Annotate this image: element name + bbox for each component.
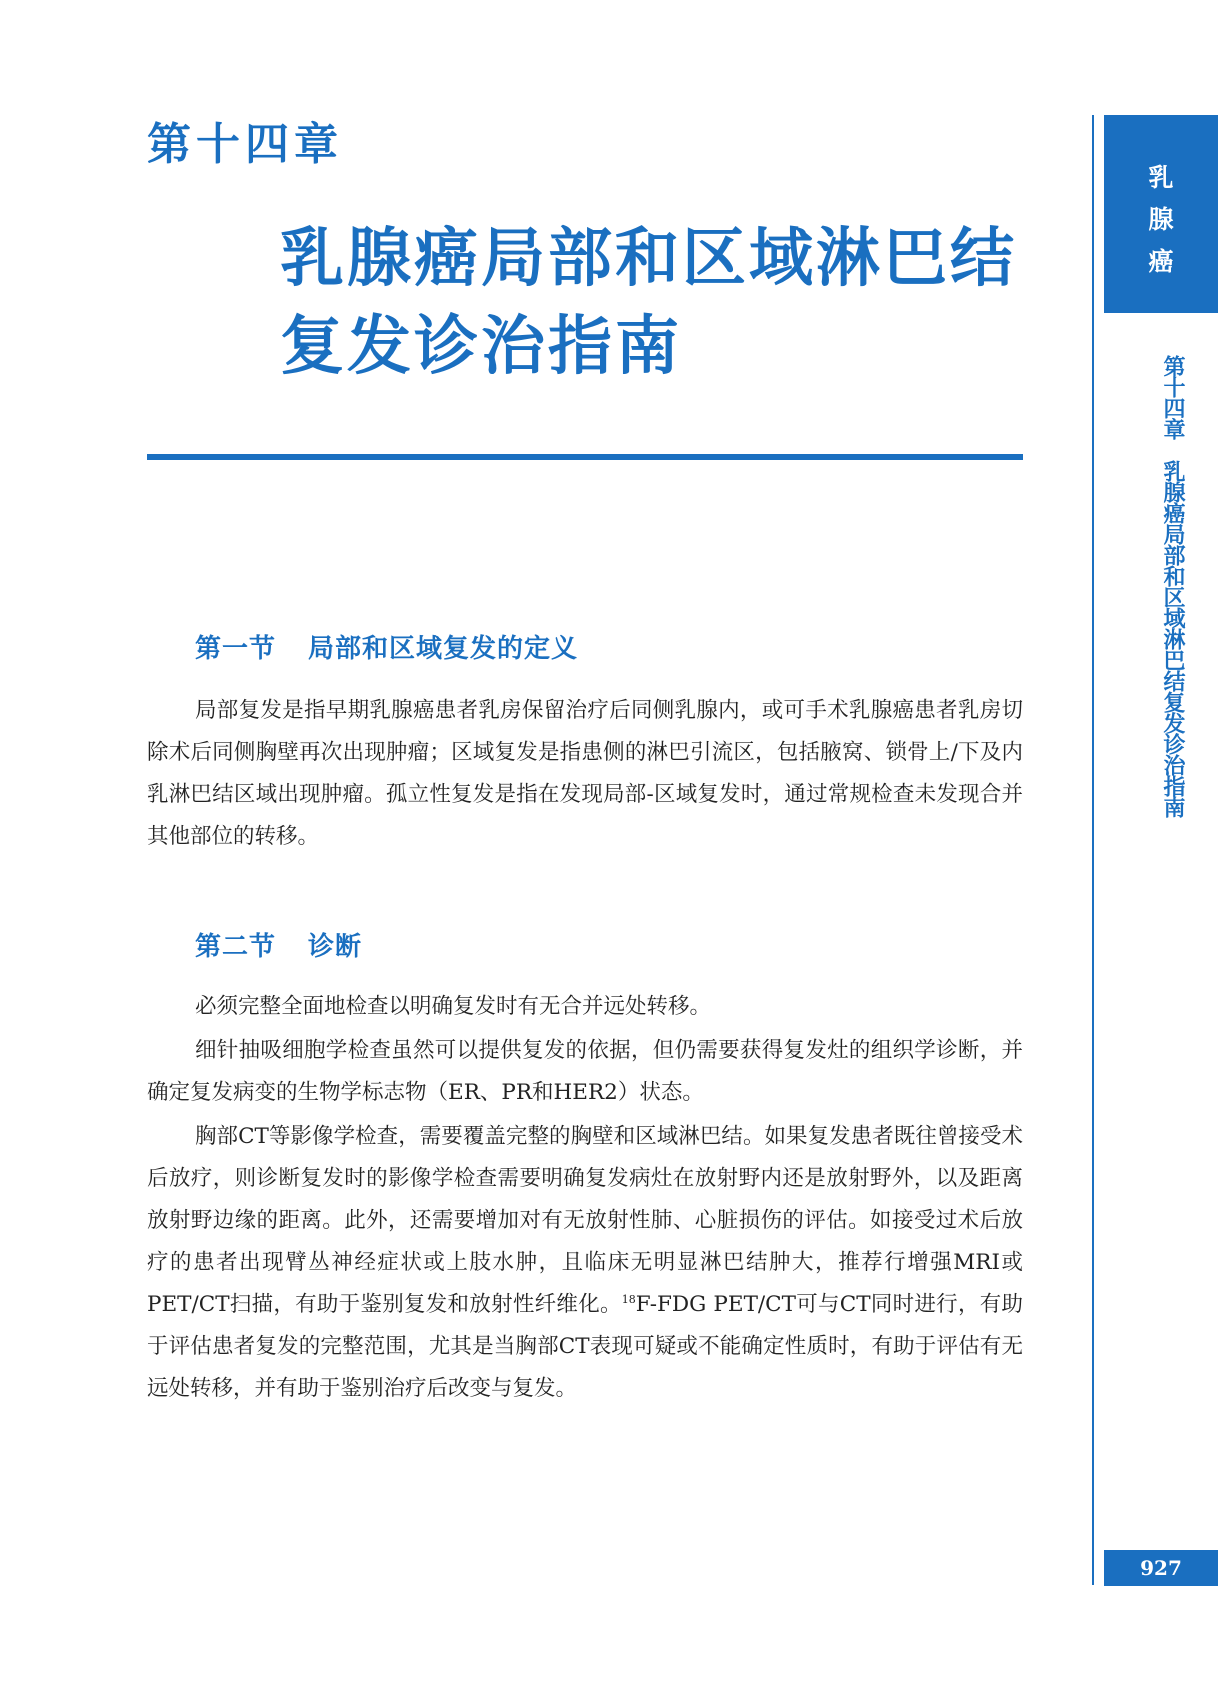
isotope-superscript: 18 <box>621 1292 636 1306</box>
title-divider <box>147 454 1023 460</box>
page-number: 927 <box>1104 1550 1218 1586</box>
chapter-number: 第十四章 <box>147 119 343 170</box>
section-1-title: 局部和区域复发的定义 <box>308 634 579 664</box>
sidebar-tab-char: 乳 <box>1148 163 1174 192</box>
section-1-heading <box>195 628 578 665</box>
section-2-paragraph-1: 必须完整全面地检查以明确复发时有无合并远处转移。 <box>195 994 712 1019</box>
sidebar-tab-char: 癌 <box>1148 247 1174 276</box>
section-1-paragraph: 局部复发是指早期乳腺癌患者乳房保留治疗后同侧乳腺内，或可手术乳腺癌患者乳房切除术后同侧胸壁再次出现肿瘤；区域复发是指患侧的淋巴引流区，包括腋窝、锁骨上/下及内乳淋巴结区域出现肿瘤。孤立性复发是指在发现局部-区域复发时，通过常规检查未发现合并其他部位的转移。 <box>147 698 1023 849</box>
section-2-title: 诊断 <box>308 932 363 962</box>
section-2-number: 第二节 <box>195 932 277 962</box>
paragraph-3-text-a: 胸部CT等影像学检查，需要覆盖完整的胸壁和区域淋巴结。如果复发患者既往曾接受术后放疗，则诊断复发时的影像学检查需要明确复发病灶在放射野内还是放射野外，以及距离放射野边缘的距离。此外，还需要增加对有无放射性肺、心脏损伤的评估。如接受过术后放疗的患者出现臂丛神经症状或上肢水肿，且临床无明显淋巴结肿大，推荐行增强MRI或PET/CT扫描，有助于鉴别复发和放射性纤维化。 <box>147 1124 1023 1317</box>
section-1-number: 第一节 <box>195 634 277 664</box>
sidebar-rule <box>1092 115 1094 1585</box>
paragraph-3-text-b: F-FDG PET/CT可与CT同时进行，有助于评估患者复发的完整范围，尤其是当胸部CT表现可疑或不能确定性质时，有助于评估有无远处转移，并有助于鉴别治疗后改变与复发。 <box>147 1292 1023 1401</box>
section-2-heading <box>195 926 362 963</box>
chapter-title-line-2: 复发诊治指南 <box>280 310 682 384</box>
section-2-paragraph-2: 细针抽吸细胞学检查虽然可以提供复发的依据，但仍需要获得复发灶的组织学诊断，并确定复发病变的生物学标志物（ER、PR和HER2）状态。 <box>147 1038 1023 1105</box>
section-2-paragraph-3 <box>147 1116 1023 1410</box>
sidebar-tab-char: 腺 <box>1148 205 1174 234</box>
chapter-title-line-1: 乳腺癌局部和区域淋巴结 <box>280 222 1017 296</box>
chapter-title <box>280 215 1040 391</box>
sidebar-tab <box>1104 115 1218 313</box>
running-head: 第十四章 乳腺癌局部和区域淋巴结复发诊治指南 <box>1160 355 1186 817</box>
